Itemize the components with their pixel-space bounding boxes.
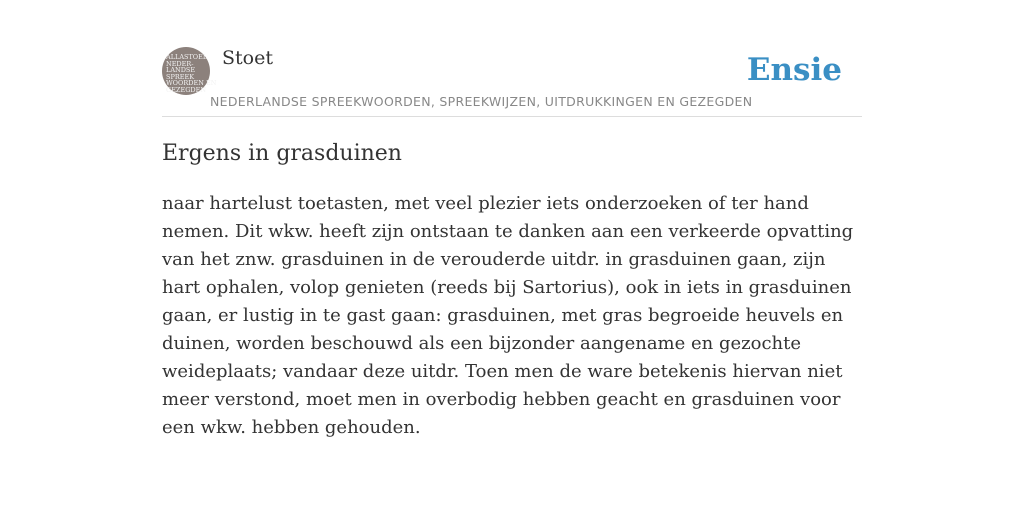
entry-card (162, 44, 862, 442)
ensie-logo[interactable]: Ensie (746, 52, 842, 88)
entry-definition: naar hartelust toetasten, met veel plezier iets onderzoeken of ter hand nemen. Dit wkw. heeft zijn ontstaan te danken aan een verkeerde opvatting van het znw. grasduinen in de verouderde uitdr. in grasduinen gaan, zijn hart ophalen, volop genieten (reeds bij Sartorius), ook in iets in grasduinen gaan, er lustig in te gast gaan: grasduinen, met gras begroeide heuvels en duinen, worden beschouwd als een bijzonder aangename en gezochte weideplaats; vandaar deze uitdr. Toen men de ware betekenis hiervan niet meer verstond, moet men in overbodig hebben geacht en grasduinen voor een wkw. hebben gehouden. (162, 193, 854, 438)
source-subtitle: NEDERLANDSE SPREEKWOORDEN, SPREEKWIJZEN, UITDRUKKINGEN EN GEZEGDEN (210, 94, 753, 109)
author-avatar[interactable]: ALLASTOEL NEDER- LANDSE SPREEK WOORDEN EN GEZEGDEN (162, 47, 210, 95)
entry-header (162, 44, 862, 117)
author-name[interactable]: Stoet (222, 47, 273, 69)
entry-title: Ergens in grasduinen (162, 141, 402, 166)
